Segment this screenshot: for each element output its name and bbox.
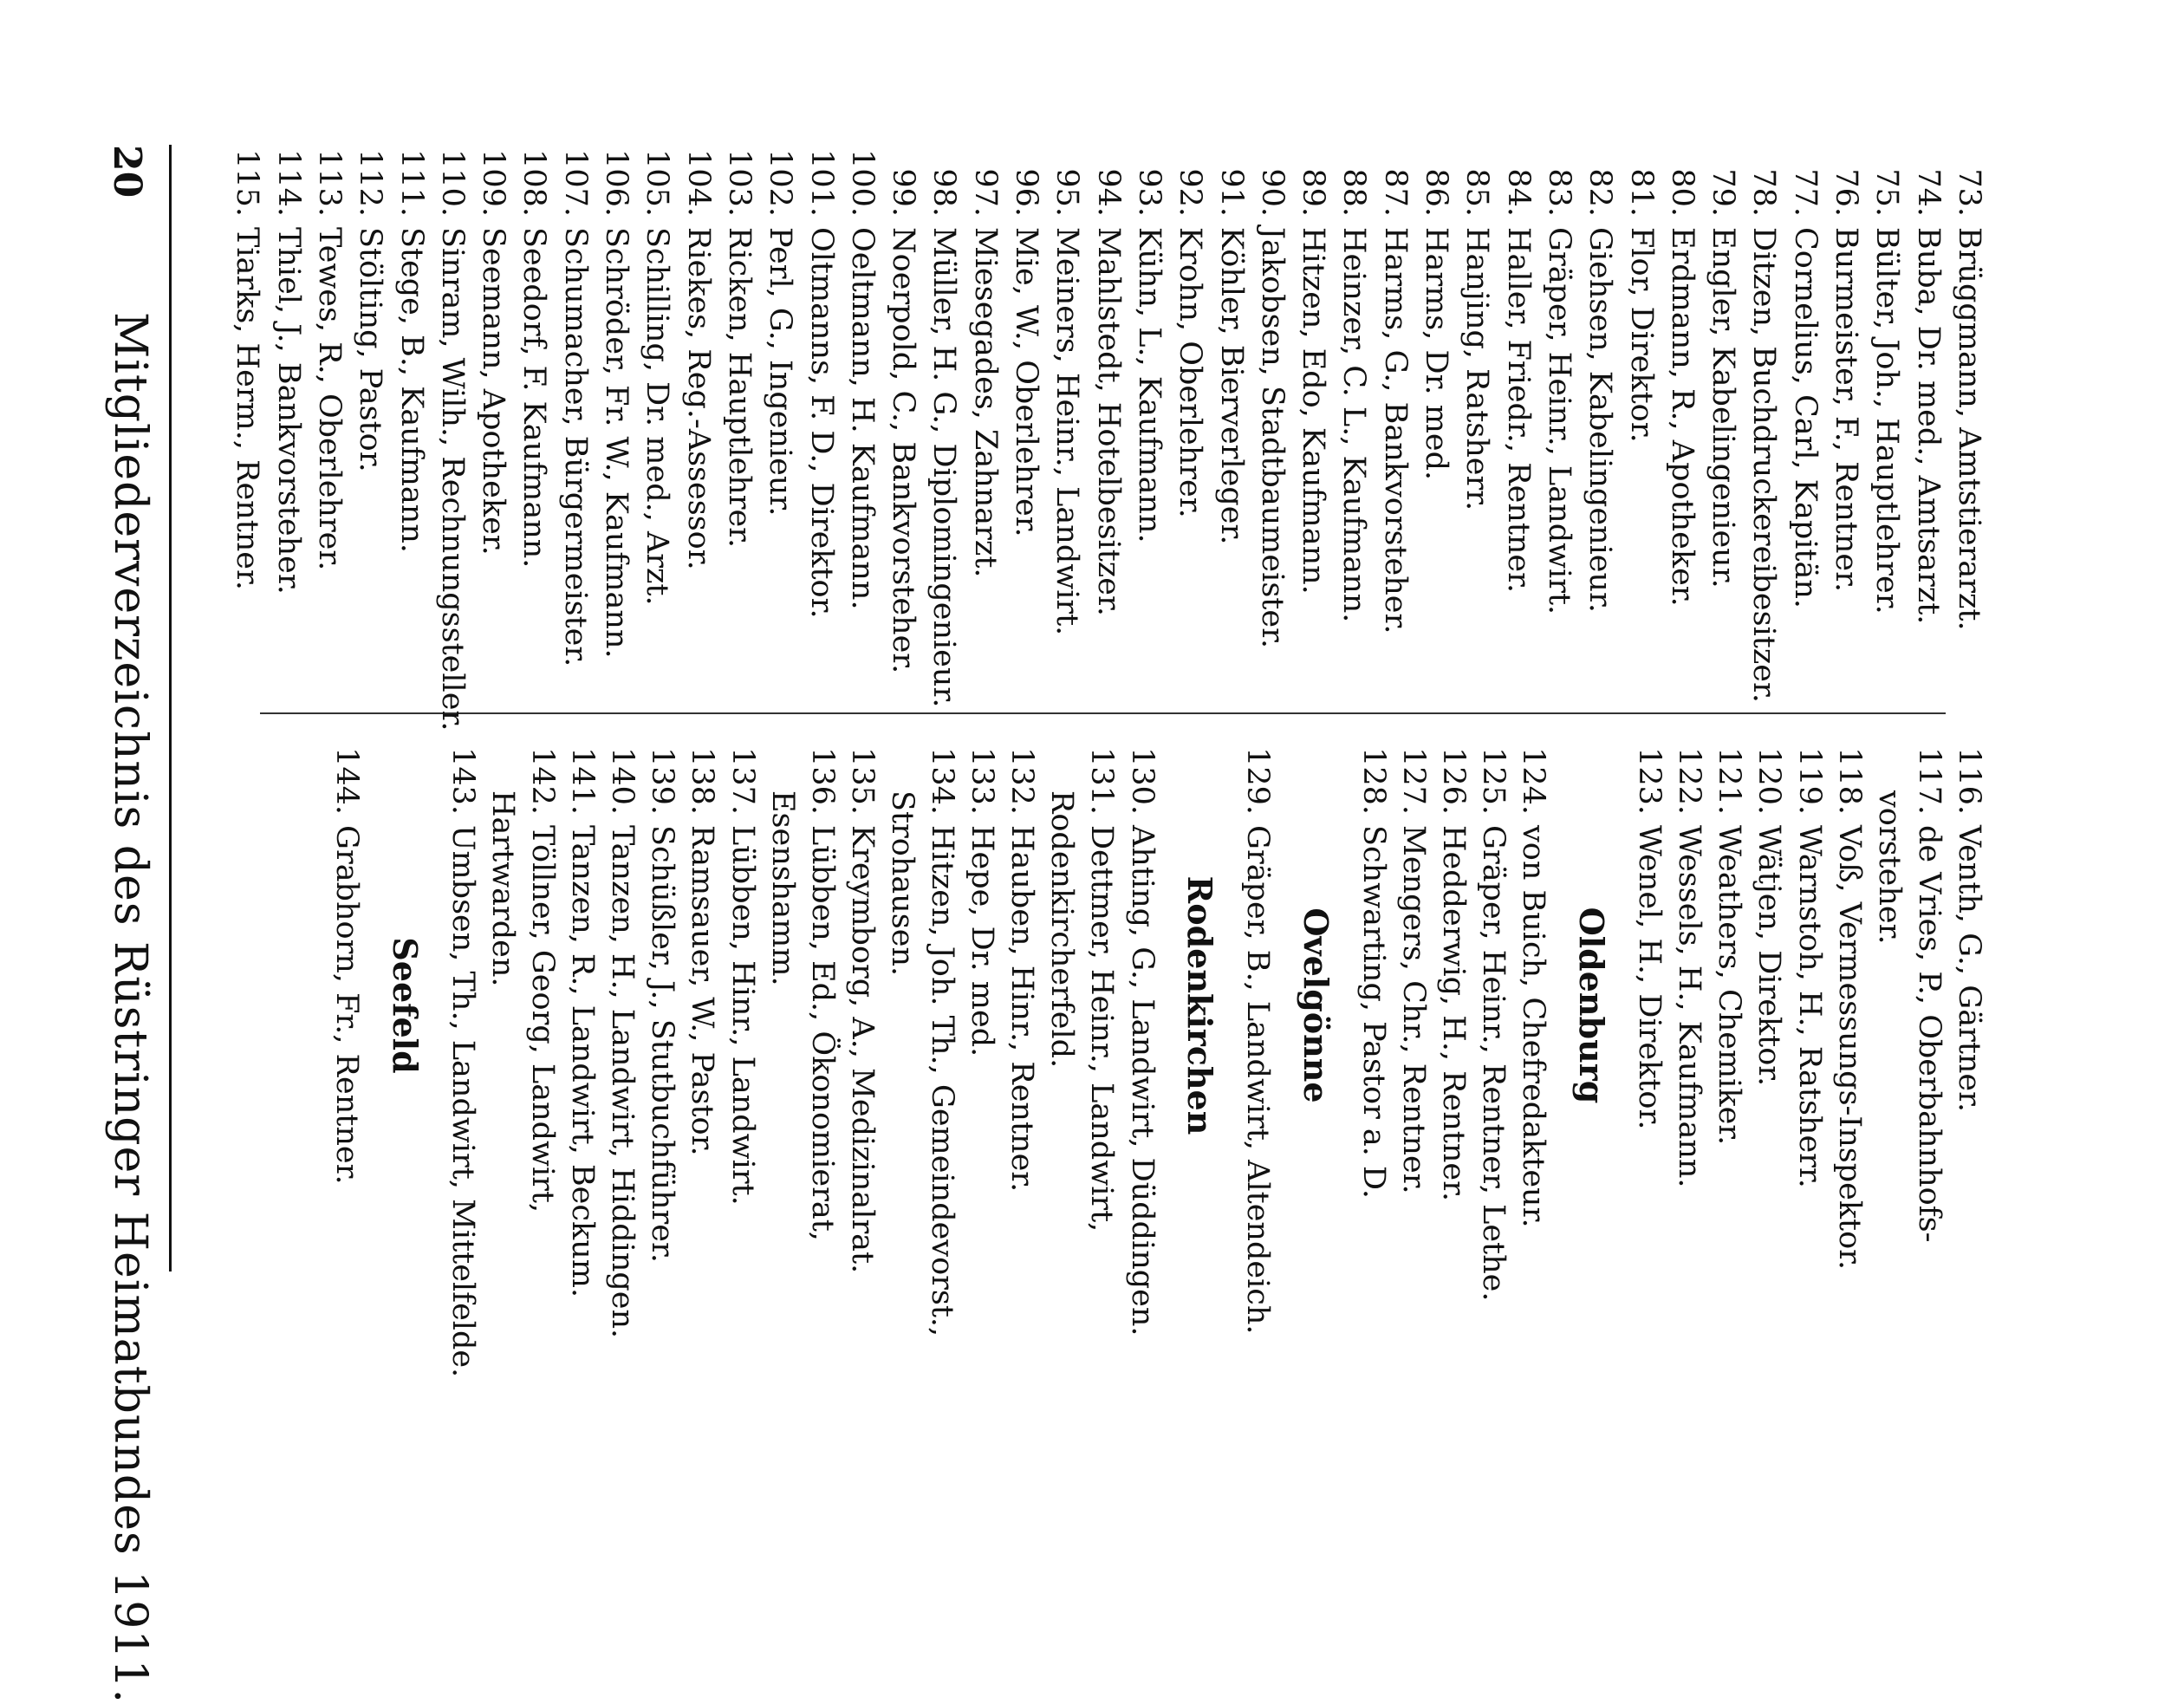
- list-item: [1473, 728, 1514, 1302]
- entry-text: Engler, Kabelingenieur.: [1706, 227, 1741, 589]
- entry-text: Schwarting, Pastor a. D.: [1356, 825, 1392, 1199]
- entry-text: Schilling, Dr. med., Arzt.: [640, 227, 675, 606]
- list-item: [1829, 728, 1869, 1270]
- list-item: [962, 728, 1003, 1057]
- list-item: [1789, 728, 1830, 1188]
- entry-number: 118.: [1831, 747, 1867, 815]
- entry-number: 105.: [640, 149, 675, 217]
- list-item: [842, 728, 882, 1273]
- entry-number: 80.: [1664, 168, 1700, 217]
- entry-number: 75.: [1869, 168, 1905, 217]
- list-item: [762, 728, 803, 986]
- entry-number: 94.: [1090, 168, 1126, 217]
- entry-number: 135.: [844, 747, 880, 815]
- list-item: [883, 130, 924, 673]
- entry-number: 74.: [1910, 168, 1946, 217]
- entry-number: 131.: [1084, 747, 1120, 815]
- entry-number: 142.: [525, 747, 561, 815]
- list-item: [842, 130, 882, 610]
- list-item: [924, 130, 965, 707]
- entry-text: Dettmer, Heinr., Landwirt,: [1084, 825, 1120, 1232]
- entry-text: Ahting, G., Landwirt, Düddingen.: [1124, 825, 1160, 1337]
- entry-text: Burmeister, F., Rentner.: [1829, 227, 1864, 593]
- list-item: [1042, 728, 1082, 1068]
- entry-number: 133.: [965, 747, 1000, 815]
- entry-number: 134.: [925, 747, 960, 815]
- column-divider: [260, 712, 1946, 714]
- list-item: [1334, 130, 1375, 622]
- list-item: [1433, 728, 1474, 1201]
- list-item: [523, 728, 563, 1213]
- entry-text: de Vries, P., Oberbahnhofs-: [1911, 825, 1947, 1243]
- entry-number: 89.: [1296, 168, 1331, 217]
- list-item: [1002, 728, 1043, 1192]
- list-item: [1394, 728, 1434, 1194]
- list-item: [1170, 130, 1211, 518]
- entry-number: 109.: [476, 149, 511, 217]
- entry-text: Harms, Dr. med.: [1419, 227, 1454, 481]
- entry-text: Oeltmann, H. Kaufmann.: [844, 227, 880, 610]
- entry-number: 126.: [1436, 747, 1472, 815]
- entry-number: 91.: [1213, 168, 1249, 217]
- entry-number: 123.: [1632, 747, 1667, 815]
- list-item: [637, 130, 678, 606]
- list-item: [350, 130, 391, 472]
- entry-text: Schüßler, J., Stutbuchführer.: [645, 825, 680, 1264]
- entry-text: Tewes, R., Oberlehrer.: [312, 227, 347, 571]
- list-item: [1129, 130, 1170, 543]
- entry-text: Strohausen.: [884, 790, 920, 977]
- list-item: [1669, 728, 1710, 1188]
- list-item: [801, 130, 842, 619]
- list-item: [1513, 728, 1554, 1228]
- entry-text: Kreymborg, A., Medizinalrat.: [844, 825, 880, 1274]
- list-item: [1354, 728, 1394, 1199]
- entry-text: Hepe, Dr. med.: [965, 825, 1000, 1057]
- entry-number: 117.: [1911, 747, 1947, 815]
- entry-number: 143.: [445, 747, 480, 815]
- entry-text: Thiel, J., Bankvorsteher.: [270, 227, 306, 595]
- list-item: [1744, 130, 1784, 703]
- list-item: [1047, 130, 1088, 635]
- entry-number: 97.: [967, 168, 1003, 217]
- list-item: [965, 130, 1005, 578]
- list-item: [1539, 130, 1580, 615]
- entry-number: 90.: [1254, 168, 1290, 217]
- list-item: [473, 130, 514, 556]
- entry-text: Bülter, Joh., Hauptlehrer.: [1869, 227, 1905, 615]
- entry-number: 96.: [1009, 168, 1044, 217]
- entry-number: 124.: [1516, 747, 1551, 815]
- entry-text: Gräper, Heinr., Rentner, Lethe.: [1476, 825, 1511, 1302]
- entry-text: Umbsen, Th., Landwirt, Mittelfelde.: [445, 825, 480, 1378]
- list-item: [1908, 728, 1949, 1242]
- entry-text: Venth, G., Gärtner.: [1952, 825, 1986, 1113]
- list-item: [327, 728, 367, 1185]
- list-item: [1867, 130, 1908, 615]
- entry-text: Köhler, Bierverleger.: [1213, 227, 1249, 545]
- entry-number: 110.: [434, 149, 470, 217]
- entry-text: Mie, W., Oberlehrer.: [1009, 227, 1044, 537]
- entry-text: Ditzen, Buchdruckereibesitzer.: [1746, 227, 1782, 704]
- entry-text: Tiarks, Herm., Rentner.: [230, 227, 265, 591]
- entry-number: 137.: [725, 747, 760, 815]
- entry-number: 85.: [1459, 168, 1495, 217]
- entry-text: Müller, H. G., Diplomingenieur.: [926, 227, 962, 708]
- list-item: [1121, 728, 1162, 1337]
- list-item: [596, 130, 637, 659]
- entry-text: Hitzen, Edo, Kaufmann.: [1296, 227, 1331, 595]
- entry-number: 129.: [1240, 747, 1276, 815]
- entry-text: Hauben, Hinr., Rentner.: [1004, 825, 1040, 1193]
- list-item: [1703, 130, 1744, 589]
- entry-number: 88.: [1336, 168, 1372, 217]
- list-item: [722, 728, 763, 1206]
- list-item: [922, 728, 963, 1337]
- entry-text: Riekes, Reg.-Assessor.: [680, 227, 716, 570]
- entry-text: Erdmann, R., Apotheker.: [1664, 227, 1700, 607]
- entry-number: 78.: [1746, 168, 1782, 217]
- entry-number: 98.: [926, 168, 962, 217]
- entry-text: Hanjing, Ratsherr.: [1459, 227, 1495, 511]
- list-item: [562, 728, 603, 1298]
- page-number: 20: [105, 145, 149, 198]
- list-item: [760, 130, 801, 516]
- list-item: [1949, 130, 1990, 631]
- entry-number: 122.: [1672, 747, 1707, 815]
- entry-number: 83.: [1542, 168, 1576, 217]
- entry-text: Brüggmann, Amtstierarzt.: [1952, 227, 1986, 631]
- entry-number: 130.: [1124, 747, 1160, 815]
- list-item: [1082, 728, 1122, 1232]
- list-item: [1498, 130, 1538, 593]
- entry-text: Gräper, Heinr., Landwirt.: [1542, 227, 1576, 615]
- list-item: [1749, 728, 1790, 1086]
- list-item: [1375, 130, 1415, 634]
- entry-text: Warnstoh, H., Ratsherr.: [1791, 825, 1827, 1188]
- entry-text: Buba, Dr. med., Amtsarzt.: [1910, 227, 1946, 625]
- entry-number: 138.: [685, 747, 720, 815]
- entry-text: Tanzen, R., Landwirt, Beckum.: [565, 825, 601, 1298]
- entry-text: Cornelius, Carl, Kapitän.: [1787, 227, 1823, 609]
- list-item: [642, 728, 683, 1263]
- entry-number: 81.: [1623, 168, 1659, 217]
- entry-text: Haller, Friedr., Rentner.: [1500, 227, 1536, 594]
- entry-number: 125.: [1476, 747, 1511, 815]
- entry-number: 79.: [1706, 168, 1741, 217]
- list-item: [1006, 130, 1047, 537]
- entry-text: Weathers, Chemiker.: [1712, 825, 1747, 1146]
- list-item: [1293, 130, 1334, 595]
- entry-text: Hitzen, Joh. Th., Gemeindevorst.,: [925, 825, 960, 1337]
- entry-number: 99.: [886, 168, 921, 217]
- list-item: [1211, 130, 1251, 544]
- list-item: [1088, 130, 1128, 616]
- section-heading: Seefeld: [385, 937, 425, 1074]
- entry-number: 92.: [1173, 168, 1208, 217]
- entry-number: 84.: [1500, 168, 1536, 217]
- page-title: Mitgliederverzeichnis des Rüstringer Heimatbundes 1911.: [104, 312, 156, 1704]
- entry-number: 106.: [599, 149, 634, 217]
- entry-text: Meiners, Heinr., Landwirt.: [1050, 227, 1085, 636]
- list-item: [678, 130, 718, 570]
- entry-number: 108.: [517, 149, 552, 217]
- list-item: [1908, 130, 1948, 624]
- list-item: [1709, 728, 1750, 1145]
- list-item: [1416, 130, 1457, 480]
- entry-text: vorsteher.: [1871, 790, 1907, 945]
- entry-number: 112.: [353, 149, 388, 217]
- entry-text: von Buich, Chefredakteur.: [1516, 825, 1551, 1228]
- list-item: [682, 728, 723, 1156]
- entry-text: Jakobsen, Stadtbaumeister.: [1254, 227, 1290, 649]
- entry-number: 107.: [557, 149, 593, 217]
- entry-text: Mengers, Chr., Rentner.: [1396, 825, 1432, 1194]
- list-item: [309, 130, 350, 570]
- entry-text: Flor, Direktor.: [1623, 227, 1659, 443]
- entry-number: 77.: [1787, 168, 1823, 217]
- list-item: [602, 728, 643, 1338]
- entry-number: 139.: [645, 747, 680, 815]
- entry-number: 76.: [1829, 168, 1864, 217]
- list-item: [442, 728, 483, 1377]
- entry-text: Lübben, Hinr., Landwirt.: [725, 825, 760, 1206]
- entry-text: Töllner, Georg, Landwirt,: [525, 825, 561, 1213]
- entry-text: Sinram, Wilh., Rechnungssteller.: [434, 227, 470, 732]
- entry-text: Lübben, Ed., Ökonomierat,: [804, 825, 840, 1241]
- entry-number: 136.: [804, 747, 840, 815]
- entry-text: Wätjen, Direktor.: [1752, 825, 1787, 1087]
- entry-text: Wenel, H., Direktor.: [1632, 825, 1667, 1130]
- entry-number: 144.: [329, 747, 365, 815]
- entry-number: 128.: [1356, 747, 1392, 815]
- entry-number: 100.: [844, 149, 880, 217]
- list-item: [227, 130, 268, 590]
- entry-text: Schröder, Fr. W., Kaufmann.: [599, 227, 634, 659]
- entry-number: 82.: [1583, 168, 1618, 217]
- entry-text: Voß, Vermessungs-Inspektor.: [1831, 825, 1867, 1271]
- list-item: [514, 130, 555, 568]
- entry-number: 113.: [312, 149, 347, 217]
- list-item: [802, 728, 842, 1241]
- list-item: [719, 130, 760, 548]
- list-item: [268, 130, 309, 595]
- entry-text: Miesegades, Zahnarzt.: [967, 227, 1003, 578]
- section-heading: Rodenkirchen: [1180, 875, 1220, 1135]
- header-rule: [169, 145, 172, 1271]
- entry-text: Gräper, B., Landwirt, Altendeich.: [1240, 825, 1276, 1335]
- entry-number: 120.: [1752, 747, 1787, 815]
- entry-number: 87.: [1377, 168, 1413, 217]
- entry-text: Tanzen, H., Landwirt, Hiddingen.: [605, 825, 640, 1339]
- entry-number: 95.: [1050, 168, 1085, 217]
- section-heading: Ovelgönne: [1296, 907, 1336, 1103]
- list-item: [1251, 130, 1292, 648]
- entry-number: 101.: [803, 149, 839, 217]
- entry-text: Krohn, Oberlehrer.: [1173, 227, 1208, 518]
- entry-number: 111.: [393, 149, 429, 217]
- list-item: [482, 728, 523, 987]
- entry-text: Rodenkircherfeld.: [1044, 790, 1080, 1069]
- entry-text: Hartwarden.: [484, 790, 520, 987]
- entry-text: Esenshamm.: [764, 790, 800, 986]
- list-item: [881, 728, 922, 976]
- entry-text: Stölting, Pastor.: [353, 227, 388, 472]
- list-item: [1238, 728, 1278, 1335]
- entry-text: Giehsen, Kabelingenieur.: [1583, 227, 1618, 614]
- list-item: [432, 130, 472, 731]
- entry-text: Seemann, Apotheker.: [476, 227, 511, 556]
- list-item: [1661, 130, 1702, 607]
- entry-number: 141.: [565, 747, 601, 815]
- entry-text: Noerpold, C., Bankvorsteher.: [886, 227, 921, 674]
- list-item: [1784, 130, 1825, 608]
- entry-text: Mahlstedt, Hotelbesitzer.: [1090, 227, 1126, 616]
- list-item: [1949, 728, 1990, 1112]
- entry-number: 140.: [605, 747, 640, 815]
- entry-text: Ramsauer, W., Pastor.: [685, 825, 720, 1156]
- entry-number: 102.: [763, 149, 798, 217]
- list-item: [1621, 130, 1661, 443]
- entry-number: 119.: [1791, 747, 1827, 815]
- entry-text: Ricken, Hauptlehrer.: [722, 227, 757, 549]
- list-item: [391, 130, 432, 553]
- list-item: [555, 130, 595, 667]
- entry-number: 103.: [722, 149, 757, 217]
- list-item: [1869, 728, 1909, 945]
- section-heading: Oldenburg: [1572, 907, 1612, 1104]
- entry-text: Seedorf, F. Kaufmann.: [517, 227, 552, 569]
- entry-text: Oltmanns, F. D., Direktor.: [803, 227, 839, 619]
- entry-number: 115.: [230, 149, 265, 217]
- entry-number: 116.: [1952, 747, 1986, 815]
- entry-number: 93.: [1132, 168, 1167, 217]
- entry-text: Hedderwig, H., Rentner.: [1436, 825, 1472, 1202]
- entry-number: 127.: [1396, 747, 1432, 815]
- entry-number: 114.: [270, 149, 306, 217]
- list-item: [1457, 130, 1498, 511]
- entry-text: Perl, G., Ingenieur.: [763, 227, 798, 517]
- entry-text: Grabhorn, Fr., Rentner.: [329, 825, 365, 1185]
- list-item: [1580, 130, 1621, 613]
- list-item: [1629, 728, 1670, 1130]
- entry-number: 132.: [1004, 747, 1040, 815]
- list-item: [1826, 130, 1867, 592]
- entry-text: Schumacher, Bürgermeister.: [557, 227, 593, 667]
- entry-text: Harms, G., Bankvorsteher.: [1377, 227, 1413, 634]
- entry-number: 121.: [1712, 747, 1747, 815]
- entry-text: Kühn, L., Kaufmann.: [1132, 227, 1167, 543]
- entry-number: 86.: [1419, 168, 1454, 217]
- entry-number: 73.: [1952, 168, 1986, 217]
- entry-text: Stege, B., Kaufmann.: [393, 227, 429, 553]
- entry-number: 104.: [680, 149, 716, 217]
- entry-text: Wessels, H., Kaufmann.: [1672, 825, 1707, 1188]
- entry-text: Heinzer, C. L., Kaufmann.: [1336, 227, 1372, 623]
